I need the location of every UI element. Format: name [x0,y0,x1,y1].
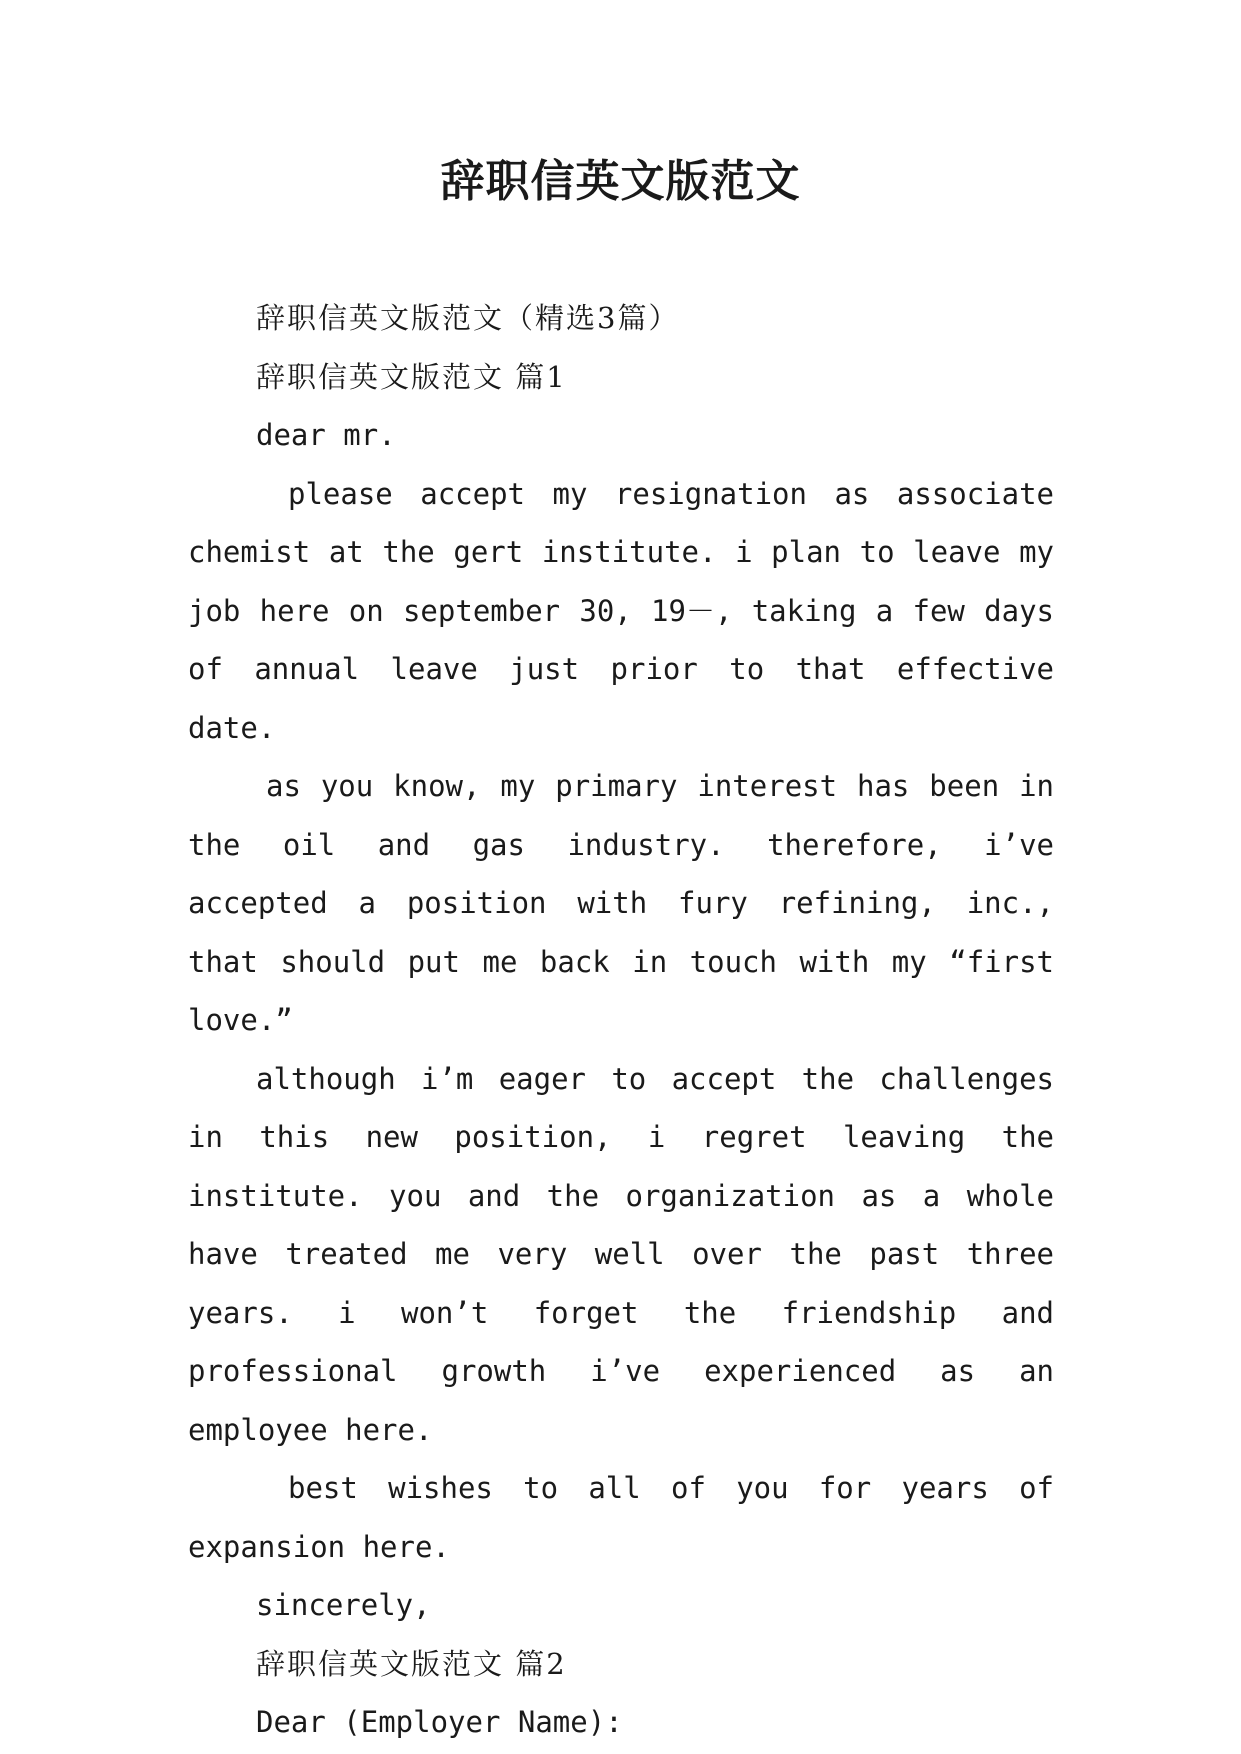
document-title: 辞职信英文版范文 [440,156,801,207]
document-body [188,289,1054,1752]
section-heading-2: 辞职信英文版范文 篇2 [256,1646,567,1681]
salutation-2: Dear (Employer Name): [256,1705,623,1739]
letter-paragraph: please accept my resignation as associate chemist at the gert institute. i plan to leave my job here on september 30, 19－, taking a few days of annual leave just prior to that effective date. [188,476,1054,745]
section-heading-1: 辞职信英文版范文 篇1 [256,359,567,394]
salutation-1: dear mr. [256,418,396,452]
intro-heading: 辞职信英文版范文（精选3篇） [256,301,680,335]
letter-paragraph: although i’m eager to accept the challenges in this new position, i regret leaving the institute. you and the organization as a whole have treated me very well over the past three years. i won’t forget the friendship and professional growth i’ve experienced as an employee here. [188,1061,1054,1447]
letter-paragraph: as you know, my primary interest has been in the oil and gas industry. therefore, i’ve accepted a position with fury refining, inc., that should put me back in touch with my “first love.” [188,769,1054,1037]
closing: sincerely, [256,1588,431,1622]
letter-paragraph: best wishes to all of you for years of expansion here. [188,1471,1054,1564]
